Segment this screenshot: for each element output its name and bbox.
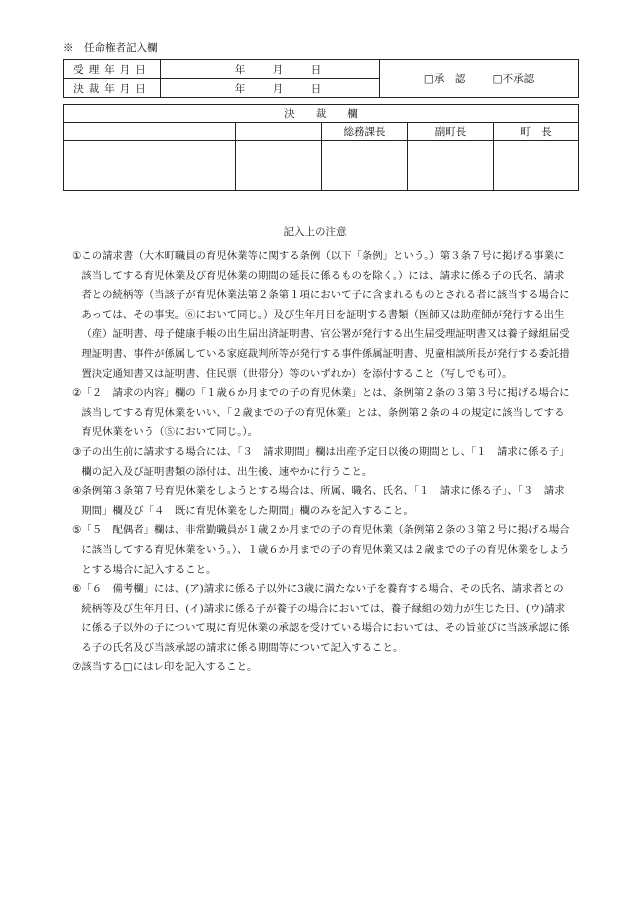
receipt-day-label: 日 (310, 63, 322, 76)
notes-list (72, 247, 572, 678)
seal-cell[interactable] (64, 141, 236, 191)
seal-cell[interactable] (494, 141, 579, 191)
decision-column-headers (64, 123, 579, 141)
receipt-date-row (64, 60, 579, 79)
note-text: 「５ 配偶者」欄は、非常勤職員が１歳２か月までの子の育児休業（条例第２条の３第２号に掲げる場合に該当してする育児休業をいう。）、１歳６か月までの子の育児休業又は２歳までの子の育児休業をしようとする場合に記入すること。 (81, 524, 570, 576)
note-item (72, 521, 572, 580)
approval-choice-cell (380, 60, 579, 98)
note-number: ⑦ (72, 661, 82, 674)
note-text: この請求書（大木町職員の育児休業等に関する条例（以下「条例」という。）第３条７号に掲げる事業に該当してする育児休業及び育児休業の期間の延長に係るものを除く。）には、請求に係る子の氏名、請求者との続柄等（当該子が育児休業法第２条第１項において子に含まれるものとされる者に該当する場合にあっては、その事実。⑥において同じ。）及び生年月日を証明する書類（医師又は助産師が発行する出生（産）証明書、母子健康手帳の出生届出済証明書、官公署が発行する出生届受理証明書又は養子縁組届受理証明書、事件が係属している家庭裁判所等が発行する事件係属証明書、児童相談所長が発行する委託措置決定通知書又は証明書、住民票（世帯分）等のいずれか）を添付すること（写しでも可）。 (81, 250, 570, 380)
section-title: ※ 任命権者記入欄 (63, 42, 158, 54)
decision-month-label: 月 (272, 82, 284, 95)
approve-checkbox[interactable]: □承 認 (423, 73, 466, 85)
note-number: ⑥ (72, 583, 82, 596)
decision-col-header: 総務課長 (322, 123, 408, 141)
decision-date-label: 決裁年月日 (64, 79, 161, 98)
disapprove-checkbox[interactable]: □不承認 (492, 73, 535, 85)
date-approval-table (63, 59, 579, 98)
note-number: ⑤ (72, 524, 82, 537)
note-text: 「２ 請求の内容」欄の「１歳６か月までの子の育児休業」とは、条例第２条の３第３号に掲げる場合に該当してする育児休業をいい、「２歳までの子の育児休業」とは、条例第２条の４の規定に該当してする育児休業をいう（⑤において同じ。）。 (81, 387, 570, 439)
note-item (72, 658, 572, 678)
note-item (72, 580, 572, 658)
note-text: 「６ 備考欄」には、(ア)請求に係る子以外に3歳に満たない子を養育する場合、その氏名、請求者との続柄等及び生年月日、(イ)請求に係る子が養子の場合においては、養子縁組の効力が生じた日、(ウ)請求に係る子以外の子について現に育児休業の承認を受けている場合においては、その旨並びに当該承認に係る子の氏名及び当該承認の請求に係る期間等について記入すること。 (81, 583, 570, 654)
note-text: 子の出生前に請求する場合には、「３ 請求期間」欄は出産予定日以後の期間とし、「１ 請求に係る子」欄の記入及び証明書類の添付は、出生後、速やかに行うこと。 (81, 445, 570, 478)
receipt-year-label: 年 (234, 63, 246, 76)
note-number: ① (72, 250, 82, 262)
decision-table (63, 104, 579, 191)
note-item (72, 482, 572, 521)
note-number: ④ (72, 485, 82, 498)
decision-col-header (64, 123, 236, 141)
seal-cell[interactable] (236, 141, 322, 191)
note-item (72, 384, 572, 443)
note-number: ③ (72, 445, 82, 458)
receipt-date-field[interactable] (161, 60, 380, 79)
decision-date-field[interactable] (161, 79, 380, 98)
decision-year-label: 年 (234, 82, 246, 95)
decision-heading: 決 裁 欄 (64, 105, 579, 123)
seal-row (64, 141, 579, 191)
decision-day-label: 日 (310, 82, 322, 95)
decision-col-header: 副町長 (408, 123, 494, 141)
receipt-month-label: 月 (272, 63, 284, 76)
note-text: 該当する□にはレ印を記入すること。 (81, 661, 258, 674)
notes-title: 記入上の注意 (283, 226, 347, 238)
note-number: ② (72, 387, 82, 400)
note-text: 条例第３条第７号育児休業をしようとする場合は、所属、職名、氏名、「１ 請求に係る子」、「３ 請求期間」欄及び「４ 既に育児休業をした期間」欄のみを記入すること。 (81, 485, 565, 517)
seal-cell[interactable] (408, 141, 494, 191)
receipt-date-label: 受理年月日 (64, 60, 161, 79)
note-item (72, 247, 572, 384)
seal-cell[interactable] (322, 141, 408, 191)
note-item (72, 443, 572, 482)
decision-col-header: 町 長 (494, 123, 579, 141)
decision-col-header (236, 123, 322, 141)
